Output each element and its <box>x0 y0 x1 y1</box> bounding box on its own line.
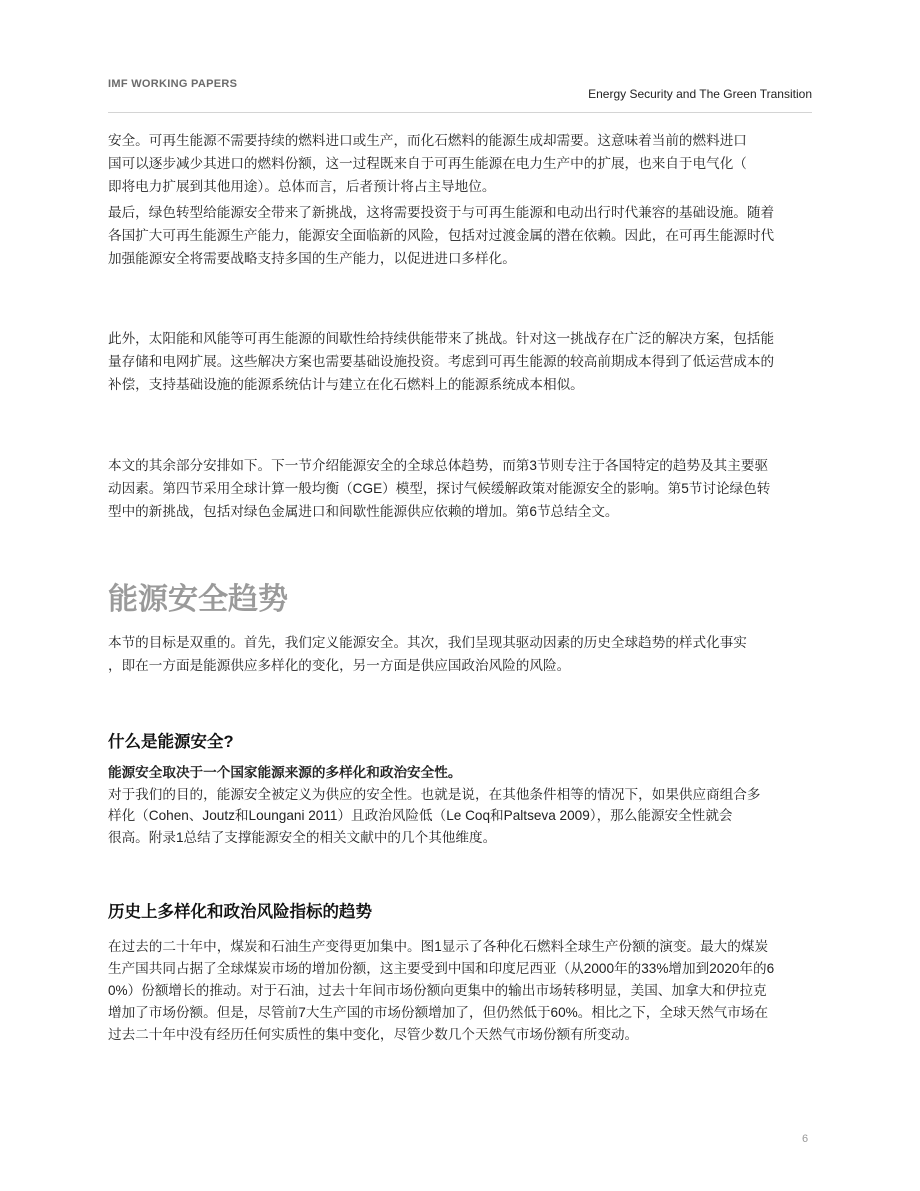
section-heading: 能源安全趋势 <box>108 583 288 616</box>
text-line: 本文的其余部分安排如下。下一节介绍能源安全的全球总体趋势，而第3节则专注于各国特定的趋势及其主要驱 <box>108 458 769 473</box>
text-line: 即将电力扩展到其他用途）。总体而言，后者预计将占主导地位。 <box>108 179 496 194</box>
text-line: 量存储和电网扩展。这些解决方案也需要基础设施投资。考虑到可再生能源的较高前期成本得到了低运营成本的 <box>108 354 775 369</box>
text-line: 补偿，支持基础设施的能源系统估计与建立在化石燃料上的能源系统成本相似。 <box>108 377 584 392</box>
text-line: 型中的新挑战，包括对绿色金属进口和间歇性能源供应依赖的增加。第6节总结全文。 <box>108 504 619 519</box>
paragraph-4 <box>108 454 812 523</box>
paragraph-2 <box>108 201 812 270</box>
text-line: 过去二十年中没有经历任何实质性的集中变化，尽管少数几个天然气市场份额有所变动。 <box>108 1027 639 1042</box>
subsection-2-body <box>108 936 812 1046</box>
text-line: 国可以逐步减少其进口的燃料份额，这一过程既来自于可再生能源在电力生产中的扩展，也来自于电气化（ <box>108 156 747 171</box>
text-line: 样化（Cohen、Joutz和Loungani 2011）且政治风险低（Le Coq和Paltseva 2009），那么能源安全性就会 <box>108 808 733 823</box>
section-intro <box>108 631 812 677</box>
text-line: 在过去的二十年中，煤炭和石油生产变得更加集中。图1显示了各种化石燃料全球生产份额的演变。最大的煤炭 <box>108 939 769 954</box>
page-number: 6 <box>802 1133 809 1145</box>
series-label: IMF WORKING PAPERS <box>108 78 238 90</box>
paragraph-1 <box>108 129 812 198</box>
text-line: 最后，绿色转型给能源安全带来了新挑战，这将需要投资于与可再生能源和电动出行时代兼容的基础设施。随着 <box>108 205 775 220</box>
subsection-1-body <box>108 762 812 848</box>
text-line: 动因素。第四节采用全球计算一般均衡（CGE）模型，探讨气候缓解政策对能源安全的影响。第5节讨论绿色转 <box>108 481 771 496</box>
text-line: 很高。附录1总结了支撑能源安全的相关文献中的几个其他维度。 <box>108 829 497 845</box>
text-line: 此外，太阳能和风能等可再生能源的间歇性给持续供能带来了挑战。针对这一挑战存在广泛的解决方案，包括能 <box>108 331 775 346</box>
text-line: 加强能源安全将需要战略支持多国的生产能力，以促进进口多样化。 <box>108 251 516 266</box>
subsection-heading-2: 历史上多样化和政治风险指标的趋势 <box>108 903 372 921</box>
header-divider <box>108 112 812 113</box>
text-line: 对于我们的目的，能源安全被定义为供应的安全性。也就是说，在其他条件相等的情况下，如果供应商组合多 <box>108 786 761 802</box>
text-line: ，即在一方面是能源供应多样化的变化，另一方面是供应国政治风险的风险。 <box>108 658 571 673</box>
lead-sentence: 能源安全取决于一个国家能源来源的多样化和政治安全性。 <box>108 765 462 780</box>
subsection-heading-1: 什么是能源安全? <box>108 733 234 751</box>
text-line: 本节的目标是双重的。首先，我们定义能源安全。其次，我们呈现其驱动因素的历史全球趋势的样式化事实 <box>108 635 747 650</box>
text-line: 0%）份额增长的推动。对于石油，过去十年间市场份额向更集中的输出市场转移明显，美国、加拿大和伊拉克 <box>108 983 767 998</box>
text-line: 生产国共同占据了全球煤炭市场的增加份额，这主要受到中国和印度尼西亚（从2000年的33%增加到2020年的6 <box>108 961 775 976</box>
paragraph-3 <box>108 327 812 396</box>
text-line: 各国扩大可再生能源生产能力，能源安全面临新的风险，包括对过渡金属的潜在依赖。因此，在可再生能源时代 <box>108 228 775 243</box>
document-title: Energy Security and The Green Transition <box>588 87 812 101</box>
text-line: 安全。可再生能源不需要持续的燃料进口或生产，而化石燃料的能源生成却需要。这意味着当前的燃料进口 <box>108 133 747 148</box>
text-line: 增加了市场份额。但是，尽管前7大生产国的市场份额增加了，但仍然低于60%。相比之下，全球天然气市场在 <box>108 1005 769 1020</box>
